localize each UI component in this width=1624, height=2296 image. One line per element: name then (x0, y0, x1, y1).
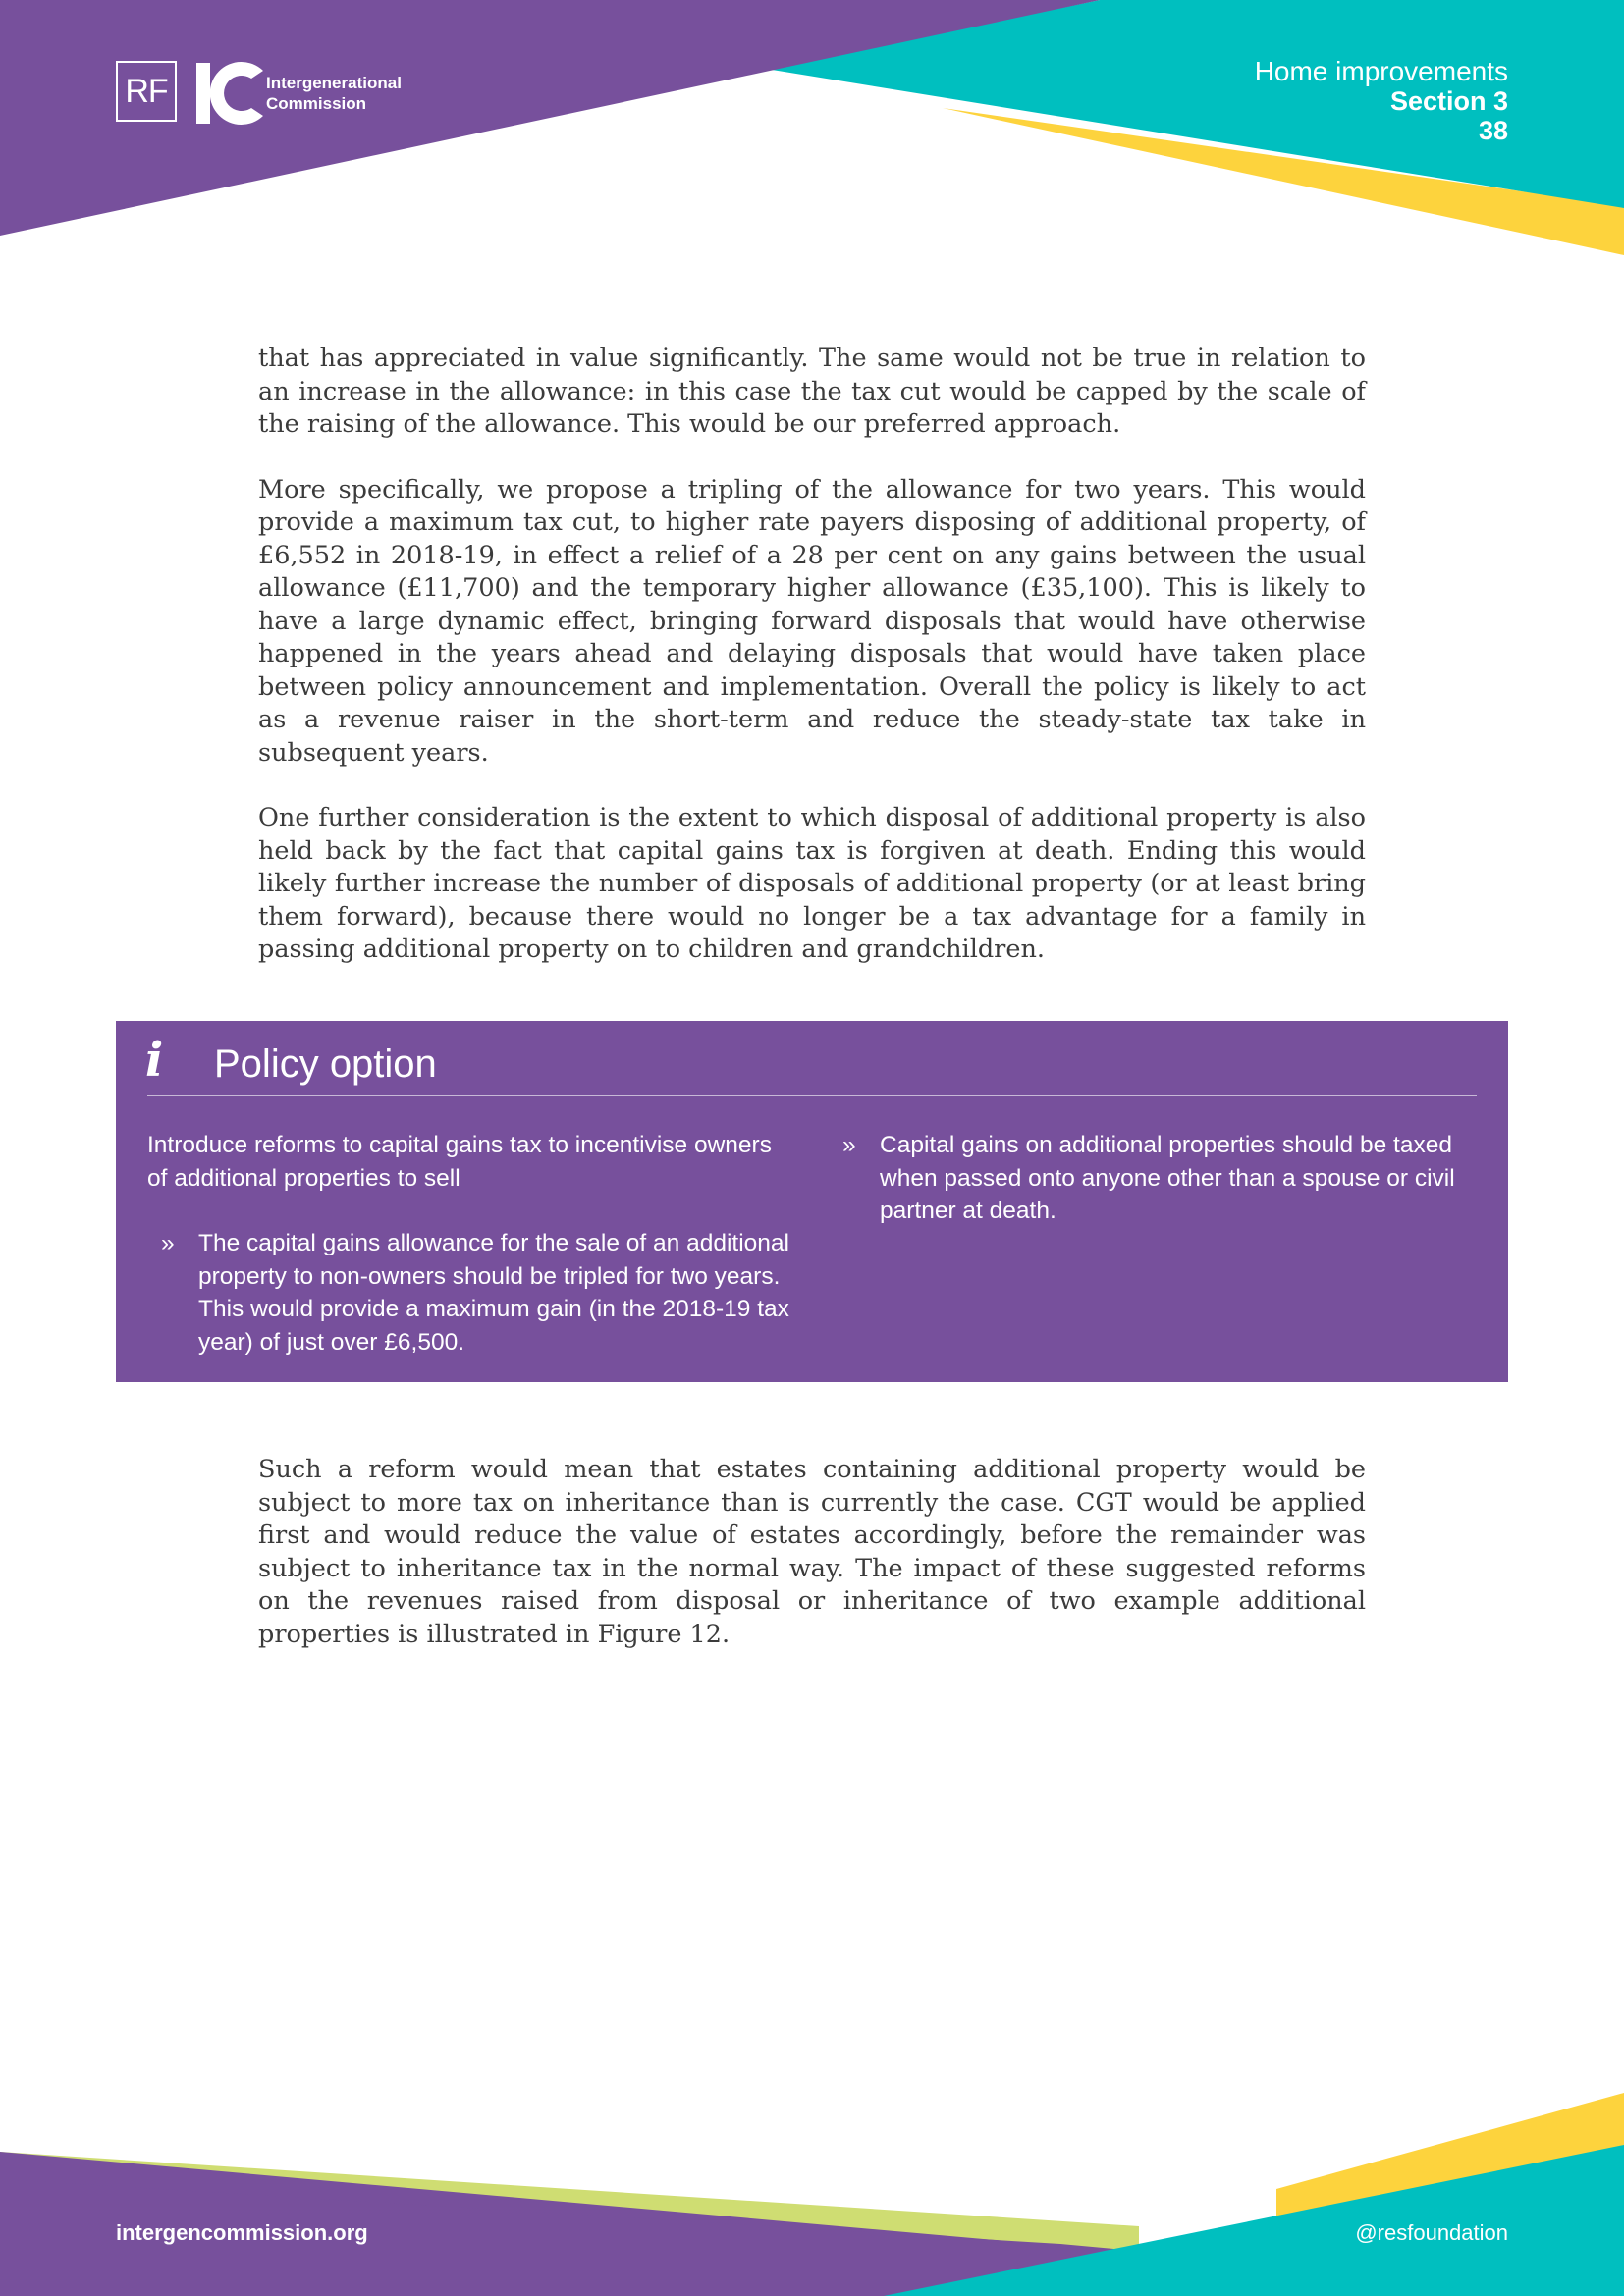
footer-website-link[interactable]: intergencommission.org (116, 2220, 368, 2245)
running-header (1255, 57, 1508, 145)
paragraph: More specifically, we propose a tripling of the allowance for two years. This would provide a maximum tax cut, to higher rate payers disposing of additional property, of £6,552 in 2018-19, in effect a relief of a 28 per cent on any gains between the usual allowance (£11,700) and the temporary higher allowance (£35,100). This is likely to have a large dynamic effect, bringing forward disposals that would have otherwise happened in the years ahead and delaying disposals that would have taken place between policy announcement and implementation. Overall the policy is likely to act as a revenue raiser in the short-term and reduce the steady-state tax take in subsequent years. (258, 474, 1366, 768)
logo-line-2: Commission (266, 94, 367, 113)
paragraph: Such a reform would mean that estates containing additional property would be subject to more tax on inheritance than is currently the case. CGT would be applied first and would reduce the value of estates accordingly, before the remainder was subject to inheritance tax in the normal way. The impact of these suggested reforms on the revenues raised from disposal or inheritance of two example additional properties is illustrated in Figure 12. (258, 1455, 1366, 1649)
bullet-text: Capital gains on additional properties should be taxed when passed onto anyone other than a spouse or civil partner at death. (880, 1132, 1455, 1224)
policy-title: Policy option (214, 1042, 437, 1086)
policy-intro: Introduce reforms to capital gains tax to incentivise owners of additional properties to sell (147, 1132, 772, 1192)
paragraph: One further consideration is the extent to which disposal of additional property is also held back by the fact that capital gains tax is forgiven at death. Ending this would likely further increase the number of disposals of additional property (or at least bring them forward), because there would no longer be a tax advantage for a family in passing additional property on to children and grandchildren. (258, 803, 1366, 964)
logo-line-1: Intergenerational (266, 74, 402, 92)
chapter-title: Home improvements (1254, 56, 1508, 86)
bullet-chevron-icon: » (842, 1132, 856, 1158)
policy-bullet (842, 1129, 1490, 1228)
page-number: 38 (1478, 116, 1508, 145)
policy-option-box (116, 1021, 1508, 1382)
footer-twitter-handle[interactable]: @resfoundation (1355, 2220, 1508, 2245)
bullet-chevron-icon: » (161, 1230, 175, 1256)
ic-logo-icon (194, 59, 273, 128)
logo-wordmark (266, 73, 402, 114)
divider (147, 1095, 1477, 1096)
body-text-top (258, 343, 1366, 999)
policy-column-right (842, 1129, 1490, 1228)
policy-bullet (161, 1227, 795, 1359)
policy-column-left (147, 1129, 795, 1359)
bullet-text: The capital gains allowance for the sale of an additional property to non-owners should be tripled for two years. This would provide a maximum gain (in the 2018-19 tax year) of just over £6,500. (198, 1230, 789, 1356)
info-icon: i (145, 1033, 164, 1088)
paragraph: that has appreciated in value significantly. The same would not be true in relation to an increase in the allowance: in this case the tax cut would be capped by the scale of the raising of the allowance. This would be our preferred approach. (258, 344, 1366, 439)
section-label: Section 3 (1389, 86, 1508, 116)
body-text-bottom (258, 1454, 1366, 1683)
rf-logo: RF (116, 61, 177, 122)
